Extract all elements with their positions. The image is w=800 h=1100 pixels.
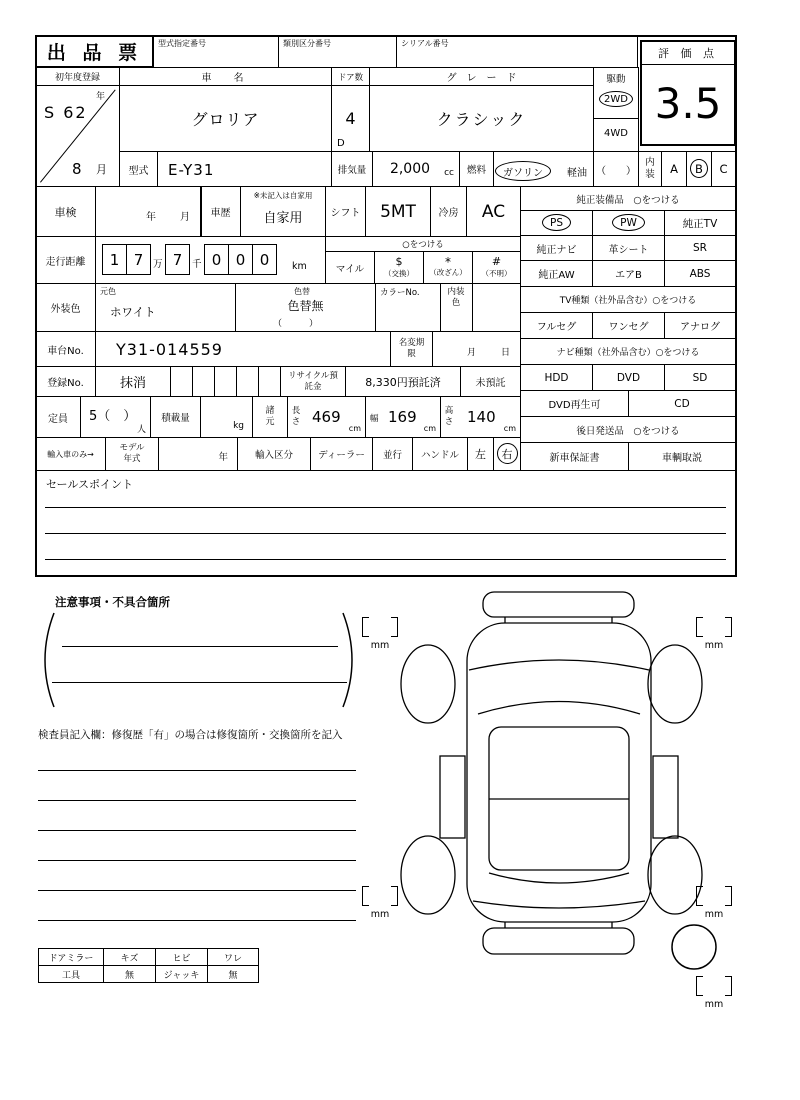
height-value: 140 [467,408,496,426]
import-dealer-option: ディーラー [310,437,373,471]
spare-measure-circle [672,925,716,969]
model-code-value: E-Y31 [157,151,332,187]
interior-rank-c: C [711,151,736,187]
registration-no-subcell [192,366,215,397]
measure-bracket-bottom-right [696,886,732,920]
shift-label: シフト [325,186,366,237]
tv-oneseg: ワンセグ [592,312,665,339]
odometer-circle-header: ○をつける [325,236,521,252]
rear-right-wheel [648,836,702,914]
capacity-label: 定員 [35,396,81,438]
drive-divider [594,118,638,119]
evaluation-label: 評 価 点 [642,42,734,65]
hood-line [469,660,649,670]
inspector-line [38,860,356,861]
width-label: 幅 [370,414,379,424]
tools-jack: ジャッキ [155,965,208,983]
odometer-cell [95,236,326,284]
odometer-mark-tamper: * （改ざん） [423,251,473,284]
rear-left-wheel [401,836,455,914]
open-bracket-icon [696,976,703,996]
navi-dvd-playable: DVD再生可 [520,390,629,417]
sales-point-line [45,533,726,534]
exterior-color-label: 外装色 [35,283,96,332]
open-bracket-icon [696,617,703,637]
interior-color-label-cell: 内装色 [440,283,473,332]
inspection-month-unit: 月 [180,212,190,223]
navi-dvd: DVD [592,364,665,391]
color-change-cell [235,283,376,332]
inspector-line [38,800,356,801]
reg-month: 8 [72,160,82,178]
odometer-digit: 1 [102,244,127,275]
recycle-label: リサイクル預託金 [280,366,346,397]
odometer-digit: 7 [126,244,151,275]
spec-width-cell [365,396,441,438]
close-bracket-icon [391,886,398,906]
rear-bumper [483,928,634,954]
interior-rank-label: 内装 [638,151,662,187]
evaluation-box [640,40,736,146]
right-sill-panel [653,756,678,838]
sales-point-line [45,507,726,508]
capacity-value: 5（ ） [89,409,137,424]
navi-hdd: HDD [520,364,593,391]
inspector-line [38,920,356,921]
name-change-label: 名変期限 [390,331,433,367]
drive-option-4wd: 4WD [604,128,628,139]
km-unit: km [292,261,307,272]
sales-point-line [45,559,726,560]
car-body [467,623,651,922]
doors-label: ドア数 [331,67,370,86]
model-code-label: 型式 [119,151,158,187]
color-change-value: 色替無 [287,299,324,313]
notes-line [62,646,338,647]
handle-label: ハンドル [412,437,468,471]
fuel-paren-cell: （ ） [593,151,639,187]
doors-unit: D [337,138,345,149]
measure-bracket-top-right [696,617,732,651]
first-registration-label: 初年度登録 [35,67,120,86]
open-bracket-icon [696,886,703,906]
close-bracket-icon [725,976,732,996]
recycle-deposited: 8,330円預託済 [345,366,461,397]
inspector-line [38,890,356,891]
car-history-label: 車歴 [200,186,241,237]
jack-none: 無 [207,965,259,983]
width-unit: cm [423,424,436,433]
color-no-cell: カラーNo. [375,283,441,332]
trunk-line [473,901,645,908]
color-change-label: 色替 [294,287,310,296]
rear-window-line [489,873,629,883]
car-history-cell [240,186,326,237]
width-value: 169 [388,408,417,426]
sales-point-box [35,470,737,577]
load-unit: kg [233,421,244,431]
close-bracket-icon [725,886,732,906]
capacity-unit: 人 [136,425,146,435]
navi-sd: SD [664,364,736,391]
car-history-value: 自家用 [263,211,303,226]
tv-fullseg: フルセグ [520,312,593,339]
height-label: 高さ [444,406,454,427]
doors-value-cell [331,85,370,152]
equipment-ps: PS [520,210,593,236]
specs-label: 諸元 [252,396,288,438]
equipment-title: 純正装備品 ○をつける [520,186,736,211]
model-year-label: モデル年式 [105,437,159,471]
sen-unit: 千 [192,259,202,270]
shift-value: 5MT [365,186,431,237]
mirror-scratch: キズ [103,948,156,966]
registration-no-subcell [236,366,259,397]
original-color-cell [95,283,236,332]
open-bracket-icon [362,886,369,906]
tools-header: 工具 [38,965,104,983]
sheet-title-box [35,35,154,68]
load-value-cell [200,396,253,438]
handle-left-option: 左 [467,437,494,471]
evaluation-score: 3.5 [654,79,722,128]
fuel-option-diesel: 軽油 [567,168,587,179]
height-unit: cm [503,424,516,433]
measure-bracket-top-left [362,617,398,651]
equipment-leather: 革シート [592,235,665,261]
navi-cd: CD [628,390,736,417]
drive-cell [593,67,639,152]
close-bracket-icon [391,617,398,637]
model-year-value-cell: 年 [158,437,238,471]
mirror-break: ワレ [207,948,259,966]
notes-line [52,682,347,683]
odometer-digit: 0 [204,244,229,275]
registration-no-subcell [170,366,193,397]
equipment-pw: PW [592,210,665,236]
field-serial-no: シリアル番号 [396,35,638,68]
inspection-date-cell [95,186,202,237]
tools-none: 無 [103,965,156,983]
mm-label: mm [704,999,724,1010]
length-value: 469 [312,408,341,426]
open-bracket-icon [362,617,369,637]
field-class-division-no: 類別区分番号 [278,35,397,68]
inspector-line [38,770,356,771]
length-label: 長さ [291,406,301,427]
later-manual: 車輌取説 [628,442,736,471]
registration-no-value: 抹消 [95,366,171,397]
notes-label: 注意事項・不具合箇所 [55,595,170,609]
first-registration-cell [35,85,120,187]
odometer-mark-exchange: $ （交換） [374,251,424,284]
equipment-aw: 純正AW [520,260,593,287]
capacity-value-cell [80,396,151,438]
measure-bracket-spare [696,976,732,1010]
left-sill-panel [440,756,465,838]
close-bracket-icon [725,617,732,637]
later-shipping-title: 後日発送品 ○をつける [520,416,736,443]
sheet-title: 出 品 票 [46,42,143,64]
reg-era-year: S 62 [44,103,88,122]
front-left-wheel [401,645,455,723]
mm-label: mm [370,640,390,651]
grade-label: グ レ ー ド [369,67,594,86]
measure-bracket-bottom-left [362,886,398,920]
mileage-label: 走行距離 [35,236,96,284]
interior-rank-b: B [686,151,712,187]
odometer-digit: 0 [252,244,277,275]
reg-month-unit: 月 [96,163,107,176]
handle-right-option: 右 [493,437,521,471]
equipment-tv: 純正TV [664,210,736,236]
displacement-unit: cc [444,168,454,178]
doors-value: 4 [345,109,356,128]
import-parallel-option: 並行 [372,437,413,471]
fuel-options-cell [493,151,594,187]
interior-color-value-cell [472,283,521,332]
odometer-digit: 0 [228,244,253,275]
cooling-label: 冷房 [430,186,467,237]
front-right-wheel [648,645,702,723]
windshield-line [478,702,640,715]
car-top-view-diagram [401,592,702,954]
interior-rank-a: A [661,151,687,187]
sales-point-label: セールスポイント [46,478,134,491]
original-color-value: ホワイト [110,305,156,319]
chassis-label: 車台No. [35,331,96,367]
odometer-mark-mile: マイル [325,251,375,284]
car-history-note: ※未記入は自家用 [253,191,313,200]
cooling-value: AC [466,186,521,237]
man-unit: 万 [153,259,163,270]
grade-value: クラシック [369,85,594,152]
car-name-label: 車 名 [119,67,332,86]
inspector-note: 検査員記入欄：修復歴「有」の場合は修復箇所・交換箇所を記入 [38,729,343,741]
mm-label: mm [704,640,724,651]
displacement-value-cell [372,151,460,187]
equipment-airbag: エアB [592,260,665,287]
reg-year-unit: 年 [95,92,105,102]
load-label: 積載量 [150,396,201,438]
displacement-value: 2,000 [389,161,431,177]
mirror-header: ドアミラー [38,948,104,966]
field-model-designation-no: 型式指定番号 [153,35,279,68]
odometer-mark-unknown: # （不明） [472,251,521,284]
registration-no-label: 登録No. [35,366,96,397]
notes-parentheses-icon [45,613,352,707]
registration-no-subcell [258,366,281,397]
fuel-option-gasoline: ガソリン [503,164,543,179]
chassis-value: Y31-014559 [95,331,391,367]
length-unit: cm [348,424,361,433]
displacement-label: 排気量 [331,151,373,187]
drive-label: 駆動 [606,74,626,85]
inspection-label: 車検 [35,186,96,237]
inspection-year-unit: 年 [146,212,156,223]
tv-analog: アナログ [664,312,736,339]
import-division-label: 輸入区分 [237,437,311,471]
equipment-navi: 純正ナビ [520,235,593,261]
equipment-sr: SR [664,235,736,261]
roof-panel [489,727,629,870]
car-name-value: グロリア [119,85,332,152]
import-only-label: 輸入車のみ→ [35,437,106,471]
registration-no-subcell [214,366,237,397]
drive-option-2wd: 2WD [604,94,628,105]
later-warranty: 新車保証書 [520,442,629,471]
front-bumper [483,592,634,617]
spec-height-cell [440,396,521,438]
name-change-date-cell: 月 日 [432,331,521,367]
navi-type-title: ナビ種類（社外品含む）○をつける [520,338,736,365]
mm-label: mm [704,909,724,920]
mm-label: mm [370,909,390,920]
inspector-line [38,830,356,831]
original-color-label: 元色 [100,287,116,296]
mirror-crack: ヒビ [155,948,208,966]
tv-type-title: TV種類（社外品含む）○をつける [520,286,736,313]
color-change-paren: （ ） [272,319,318,329]
spec-length-cell [287,396,366,438]
recycle-not-deposited: 未預託 [460,366,521,397]
fuel-label: 燃料 [459,151,494,187]
odometer-digit: 7 [165,244,190,275]
equipment-abs: ABS [664,260,736,287]
